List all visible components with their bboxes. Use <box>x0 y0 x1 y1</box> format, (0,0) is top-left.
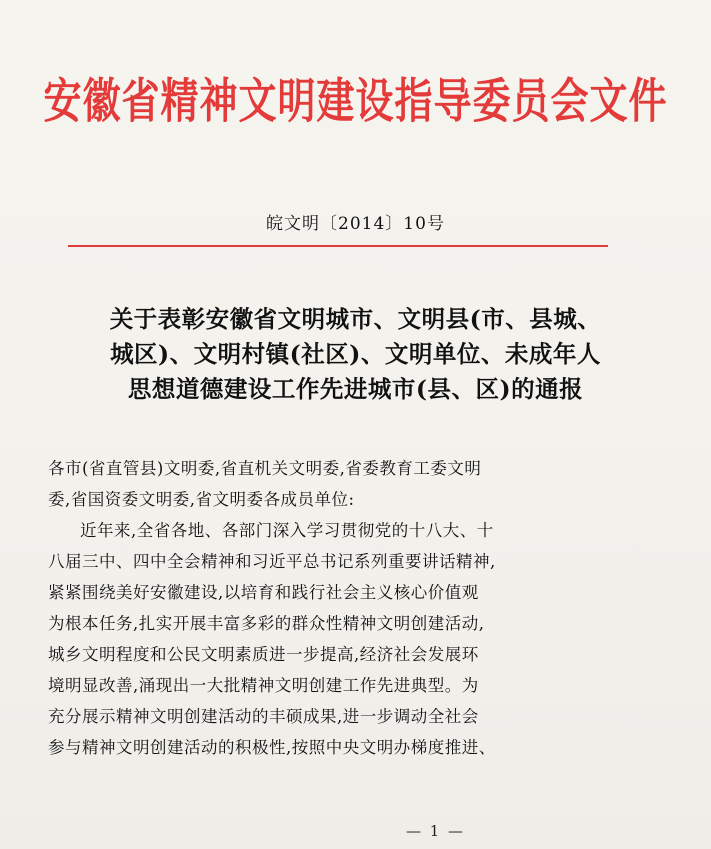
document-subject <box>40 302 671 407</box>
body-line: 参与精神文明创建活动的积极性,按照中央文明办梯度推进、 <box>48 738 496 757</box>
body-line: 紧紧围绕美好安徽建设,以培育和践行社会主义核心价值观 <box>48 583 479 602</box>
body-line: 为根本任务,扎实开展丰富多彩的群众性精神文明创建活动, <box>48 614 485 633</box>
document-body <box>48 453 673 763</box>
subject-line: 关于表彰安徽省文明城市、文明县(市、县城、 <box>109 305 602 333</box>
addressee-line: 各市(省直管县)文明委,省直机关文明委,省委教育工委文明 <box>48 459 482 478</box>
document-number: 皖文明〔2014〕10号 <box>266 214 445 234</box>
body-line: 八届三中、四中全会精神和习近平总书记系列重要讲话精神, <box>48 552 496 571</box>
document-header-title: 安徽省精神文明建设指导委员会文件 <box>43 72 668 129</box>
subject-line: 思想道德建设工作先进城市(县、区)的通报 <box>127 375 584 403</box>
body-line: 城乡文明程度和公民文明素质进一步提高,经济社会发展环 <box>48 645 479 664</box>
body-line: 近年来,全省各地、各部门深入学习贯彻党的十八大、十 <box>80 521 494 540</box>
page-number: — 1 — <box>405 822 466 840</box>
body-line: 充分展示精神文明创建活动的丰硕成果,进一步调动全社会 <box>48 707 479 726</box>
body-line: 境明显改善,涌现出一大批精神文明创建工作先进典型。为 <box>48 676 479 695</box>
subject-line: 城区)、文明村镇(社区)、文明单位、未成年人 <box>110 340 601 368</box>
red-divider-line <box>68 245 608 247</box>
addressee-line: 委,省国资委文明委,省文明委各成员单位: <box>48 490 355 509</box>
